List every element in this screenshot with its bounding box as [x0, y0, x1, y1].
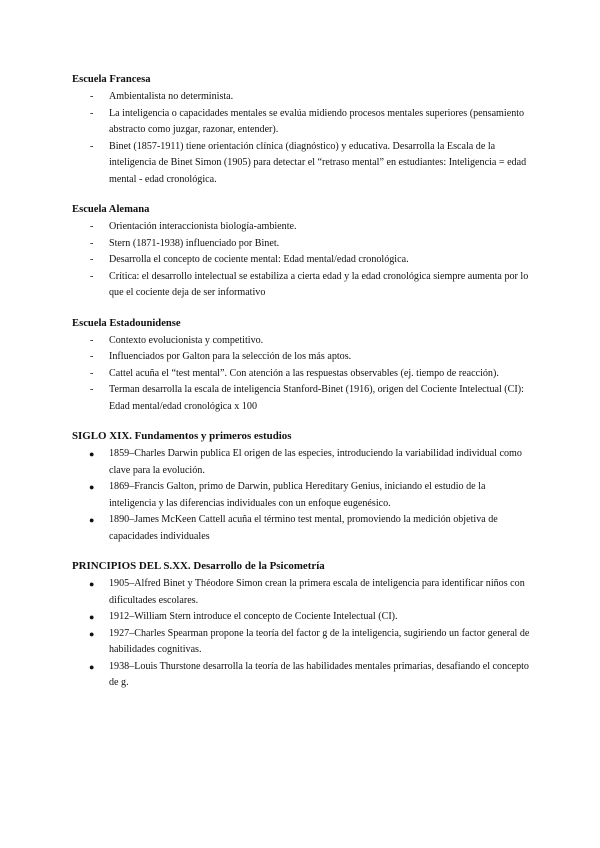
section-heading: Escuela Alemana: [72, 204, 150, 215]
bullet-marker: ●: [89, 628, 95, 639]
dash-marker: -: [90, 334, 94, 346]
list-item: ● 1859–Charles Darwin publica El origen de las especies, introduciendo la variabilidad individual como clave para la evolución.: [89, 448, 522, 476]
dash-marker: -: [90, 221, 94, 232]
section-siglo-xix: [72, 429, 530, 545]
list-item: ● 1905–Alfred Binet y Théodore Simon crean la primera escala de inteligencia para identificar niños con dificultades escolares.: [89, 578, 525, 606]
bullet-marker: ●: [89, 515, 95, 525]
bullet-marker: ●: [89, 661, 95, 672]
dash-marker: -: [90, 351, 94, 362]
bullet-marker: ●: [89, 579, 95, 589]
dash-list: [72, 219, 530, 302]
section-escuela-alemana: [72, 202, 530, 302]
dash-marker: -: [90, 384, 94, 395]
section-heading: PRINCIPIOS DEL S.XX. Desarrollo de la Psicometría: [72, 560, 325, 572]
dash-marker: -: [90, 107, 94, 119]
section-escuela-estadounidense: [72, 316, 530, 416]
list-item: ● 1912–William Stern introduce el concepto de Cociente Intelectual (CI).: [72, 609, 530, 626]
list-item: - Desarrolla el concepto de cociente mental: Edad mental/edad cronológica.: [72, 252, 530, 269]
dash-marker: -: [90, 91, 94, 102]
list-item: - Crítica: el desarrollo intelectual se estabiliza a cierta edad y la edad cronológica siempre aumenta por lo que el cociente deja de ser informativo: [90, 270, 529, 298]
section-principios-sxx: [72, 559, 530, 692]
list-item: - Terman desarrolla la escala de inteligencia Stanford-Binet (1916), origen del Cociente Intelectual (CI): Edad mental/edad cronológica x 100: [90, 384, 524, 412]
document-page: [72, 72, 530, 706]
bullet-list: [72, 446, 530, 545]
bullet-marker: ●: [89, 449, 95, 459]
dash-list: [72, 333, 530, 416]
list-item: - La inteligencia o capacidades mentales se evalúa midiendo procesos mentales superiores (pensamiento abstracto como juzgar, razonar, entender).: [90, 107, 525, 135]
list-item: - Cattel acuña el “test mental”. Con atención a las respuestas observables (ej. tiempo de reacción).: [72, 366, 530, 383]
section-heading: Escuela Francesa: [72, 74, 151, 85]
list-item: - Ambientalista no determinista.: [72, 89, 530, 106]
list-item: - Stern (1871-1938) influenciado por Binet.: [72, 236, 530, 253]
list-item: ● 1927–Charles Spearman propone la teoría del factor g de la inteligencia, sugiriendo un factor general de habilidades cognitivas.: [89, 627, 530, 655]
bullet-list: [72, 576, 530, 692]
list-item: - Orientación interaccionista biología-ambiente.: [72, 219, 530, 236]
bullet-marker: ●: [89, 482, 95, 492]
list-item: - Binet (1857-1911) tiene orientación clínica (diagnóstico) y educativa. Desarrolla la Escala de la inteligencia de Binet Simon (1905) para detectar el “retraso mental” en estudiantes: Inteligencia = edad mental - edad cronológica.: [90, 140, 527, 185]
list-item: - Contexto evolucionista y competitivo.: [72, 333, 530, 350]
list-item: - Influenciados por Galton para la selección de los más aptos.: [72, 349, 530, 366]
section-heading: SIGLO XIX. Fundamentos y primeros estudios: [72, 430, 292, 442]
dash-marker: -: [90, 140, 94, 152]
list-item: ● 1938–Louis Thurstone desarrolla la teoría de las habilidades mentales primarias, desafiando el concepto de g.: [89, 660, 529, 688]
dash-marker: -: [90, 254, 94, 265]
dash-marker: -: [90, 367, 94, 379]
bullet-marker: ●: [89, 612, 95, 622]
dash-marker: -: [90, 270, 94, 282]
section-heading: Escuela Estadounidense: [72, 317, 181, 329]
list-item: ● 1890–James McKeen Cattell acuña el término test mental, promoviendo la medición objetiva de capacidades individuales: [89, 514, 498, 542]
dash-list: [72, 89, 530, 188]
list-item: ● 1869–Francis Galton, primo de Darwin, publica Hereditary Genius, iniciando el estudio de la inteligencia y las diferencias individuales con un enfoque eugenésico.: [89, 481, 486, 509]
dash-marker: -: [90, 237, 94, 249]
section-escuela-francesa: [72, 72, 530, 188]
